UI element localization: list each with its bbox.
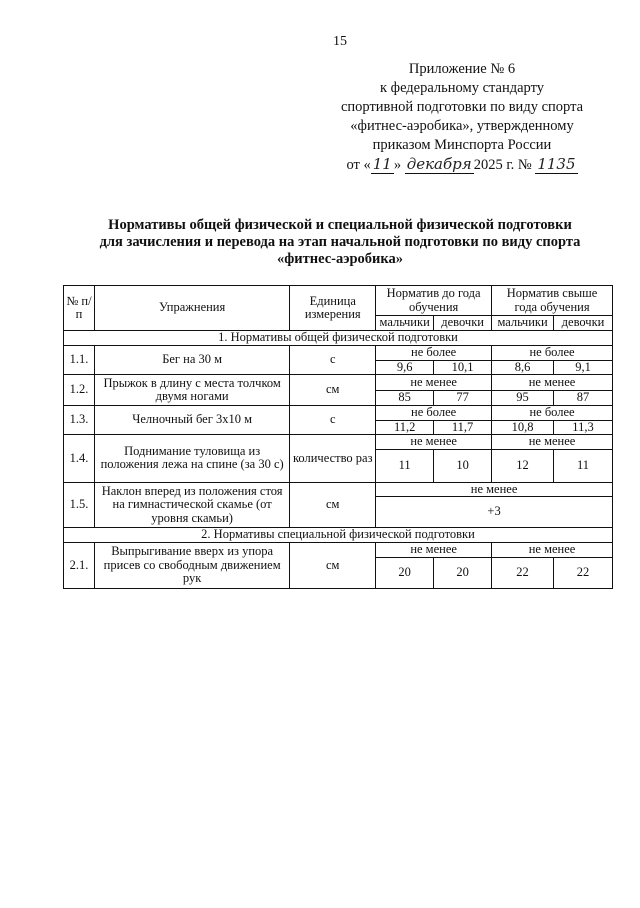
header-girls: девочки	[554, 316, 613, 331]
row-exercise: Челночный бег 3х10 м	[94, 406, 289, 435]
row-condition: не более	[492, 406, 613, 421]
title-line: Нормативы общей физической и специальной физической подготовки	[108, 217, 572, 233]
row-unit: см	[290, 375, 376, 406]
header-group-1: Норматив до года обучения	[376, 286, 492, 316]
title-line: «фитнес-аэробика»	[276, 251, 404, 267]
appendix-line: «фитнес-аэробика», утвержденному	[350, 118, 574, 134]
handwritten-month: декабря	[406, 155, 472, 173]
norms-table	[63, 285, 613, 589]
value-cell: 95	[492, 390, 554, 406]
value-cell: 11,2	[376, 420, 434, 435]
value-cell: 85	[376, 390, 434, 406]
table-row	[64, 346, 613, 361]
row-condition: не менее	[492, 435, 613, 450]
value-cell: 77	[434, 390, 492, 406]
value-cell: 87	[554, 390, 613, 406]
appendix-block	[312, 60, 612, 175]
value-cell: 9,6	[376, 360, 434, 375]
value-cell: 12	[492, 449, 554, 482]
date-mid: »	[393, 157, 402, 173]
value-cell: 10	[434, 449, 492, 482]
header-unit: Единица измерения	[290, 286, 376, 331]
row-condition: не менее	[376, 435, 492, 450]
row-exercise: Поднимание туловища из положения лежа на спине (за 30 с)	[94, 435, 289, 483]
order-date-line	[312, 155, 612, 175]
section-row	[64, 528, 613, 543]
row-condition: не более	[376, 346, 492, 361]
row-num: 1.2.	[64, 375, 95, 406]
value-cell: 20	[434, 557, 492, 588]
section-title: 2. Нормативы специальной физической подготовки	[64, 528, 613, 543]
row-exercise: Выпрыгивание вверх из упора присев со свободным движением рук	[94, 543, 289, 589]
value-cell: 10,8	[492, 420, 554, 435]
row-unit: с	[290, 346, 376, 375]
header-group-2: Норматив свыше года обучения	[492, 286, 613, 316]
section-row	[64, 331, 613, 346]
page-number: 15	[333, 34, 347, 49]
date-prefix: от «	[346, 157, 371, 173]
section-title: 1. Нормативы общей физической подготовки	[64, 331, 613, 346]
table-row	[64, 482, 613, 497]
header-num: № п/п	[64, 286, 95, 331]
table-row	[64, 406, 613, 421]
header-exercise: Упражнения	[94, 286, 289, 331]
value-cell: 20	[376, 557, 434, 588]
appendix-line: Приложение № 6	[408, 61, 516, 77]
handwritten-order-number: 1135	[537, 155, 576, 173]
row-exercise: Бег на 30 м	[94, 346, 289, 375]
row-condition: не менее	[376, 482, 613, 497]
row-num: 1.3.	[64, 406, 95, 435]
table-header-row	[64, 286, 613, 316]
value-cell: 22	[554, 557, 613, 588]
table-row	[64, 375, 613, 391]
value-cell: 9,1	[554, 360, 613, 375]
value-cell: 11	[554, 449, 613, 482]
value-cell: 11	[376, 449, 434, 482]
row-exercise: Наклон вперед из положения стоя на гимнастической скамье (от уровня скамьи)	[94, 482, 289, 528]
value-cell: 10,1	[434, 360, 492, 375]
appendix-line: спортивной подготовки по виду спорта	[340, 99, 584, 115]
value-cell: 8,6	[492, 360, 554, 375]
title-line: для зачисления и перевода на этап начальной подготовки по виду спорта	[99, 234, 581, 250]
row-num: 2.1.	[64, 543, 95, 589]
value-cell: 11,3	[554, 420, 613, 435]
row-condition: не менее	[376, 375, 492, 391]
appendix-line: приказом Минспорта России	[372, 137, 552, 153]
year-text: 2025 г. №	[473, 157, 532, 173]
row-condition: не менее	[492, 543, 613, 558]
row-exercise: Прыжок в длину с места толчком двумя ногами	[94, 375, 289, 406]
row-unit: см	[290, 482, 376, 528]
appendix-line: к федеральному стандарту	[380, 80, 544, 96]
value-cell: +3	[376, 497, 613, 528]
row-condition: не менее	[492, 375, 613, 391]
row-num: 1.4.	[64, 435, 95, 483]
document-title	[40, 217, 640, 268]
row-unit: количество раз	[290, 435, 376, 483]
table-row	[64, 435, 613, 450]
handwritten-day: 11	[372, 155, 392, 173]
value-cell: 22	[492, 557, 554, 588]
value-cell: 11,7	[434, 420, 492, 435]
row-num: 1.1.	[64, 346, 95, 375]
header-boys: мальчики	[376, 316, 434, 331]
row-condition: не более	[492, 346, 613, 361]
row-unit: см	[290, 543, 376, 589]
header-girls: девочки	[434, 316, 492, 331]
header-boys: мальчики	[492, 316, 554, 331]
row-num: 1.5.	[64, 482, 95, 528]
row-condition: не более	[376, 406, 492, 421]
row-unit: с	[290, 406, 376, 435]
table-row	[64, 543, 613, 558]
row-condition: не менее	[376, 543, 492, 558]
